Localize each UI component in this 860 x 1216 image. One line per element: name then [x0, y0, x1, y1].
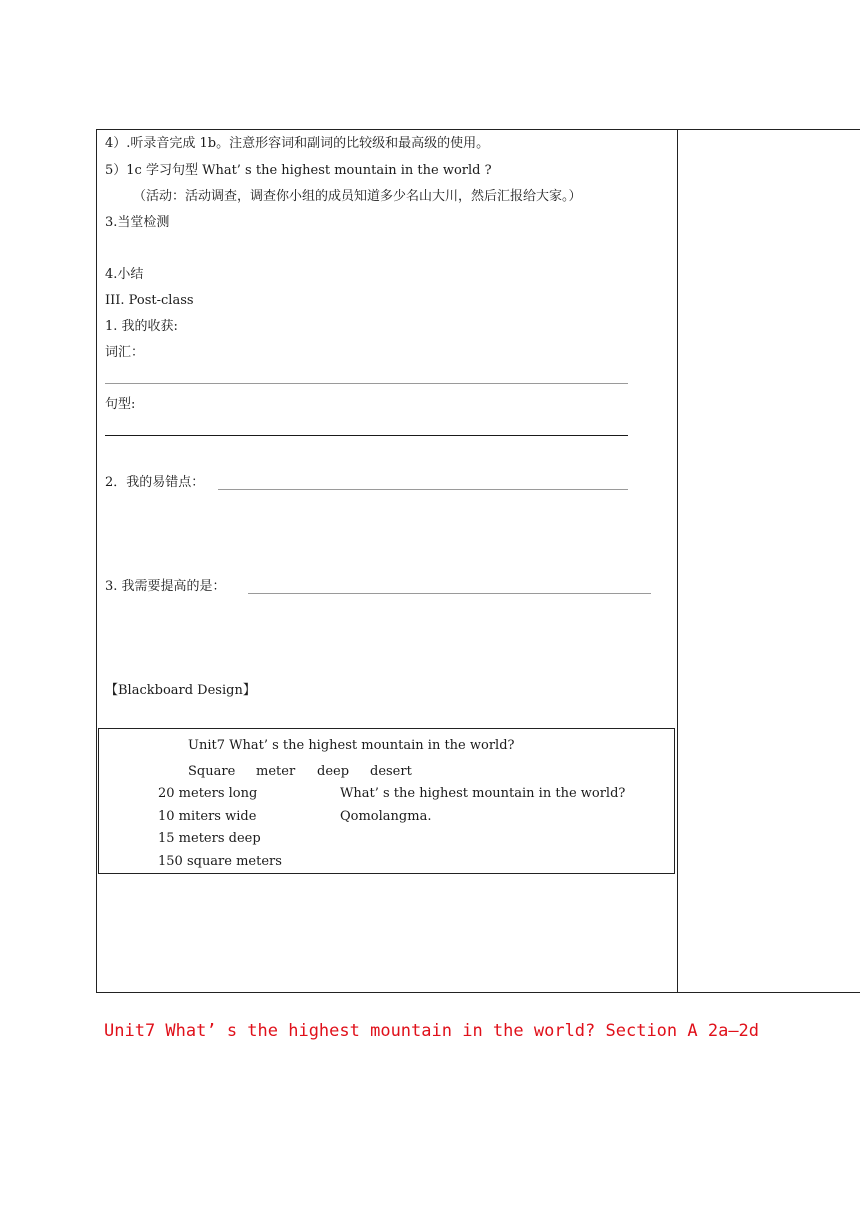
blackboard-title: Unit7 What’ s the highest mountain in the world?: [188, 738, 515, 753]
gains-heading: 1. 我的收获:: [105, 319, 178, 334]
blackboard-design-label: 【Blackboard Design】: [105, 683, 256, 698]
lesson-table: [96, 129, 860, 993]
step-4-text: 4）.听录音完成 1b。注意形容词和副词的比较级和最高级的使用。: [105, 136, 490, 151]
vocabulary-label: 词汇：: [105, 345, 145, 360]
sentence-pattern-answer-line: [105, 435, 628, 436]
improve-answer-line: [248, 593, 651, 594]
mistakes-label: 2．我的易错点：: [105, 475, 205, 490]
improve-label: 3. 我需要提高的是：: [105, 579, 226, 594]
column-divider: [677, 130, 678, 992]
blackboard-left-item: 20 meters long: [158, 786, 258, 801]
sentence-pattern-label: 句型:: [105, 397, 136, 412]
in-class-test-heading: 3.当堂检测: [105, 215, 170, 230]
blackboard-right-item: What’ s the highest mountain in the world?: [340, 786, 626, 801]
activity-text: （活动：活动调查，调查你小组的成员知道多少名山大川，然后汇报给大家。）: [133, 189, 582, 204]
blackboard-word: meter: [256, 764, 296, 779]
summary-heading: 4.小结: [105, 267, 144, 282]
vocabulary-answer-line: [105, 383, 628, 384]
mistakes-answer-line: [218, 489, 628, 490]
blackboard-design-box: [98, 728, 675, 874]
blackboard-left-item: 150 square meters: [158, 854, 282, 869]
blackboard-word: deep: [317, 764, 350, 779]
blackboard-left-item: 15 meters deep: [158, 831, 261, 846]
footer-title: Unit7 What’ s the highest mountain in the world? Section A 2a—2d: [104, 1021, 760, 1041]
blackboard-word: Square: [188, 764, 236, 779]
step-5-text: 5）1c 学习句型 What’ s the highest mountain in the world ?: [105, 163, 492, 178]
post-class-heading: III. Post-class: [105, 293, 194, 308]
blackboard-word: desert: [370, 764, 412, 779]
blackboard-left-item: 10 miters wide: [158, 809, 257, 824]
blackboard-right-item: Qomolangma.: [340, 809, 432, 824]
